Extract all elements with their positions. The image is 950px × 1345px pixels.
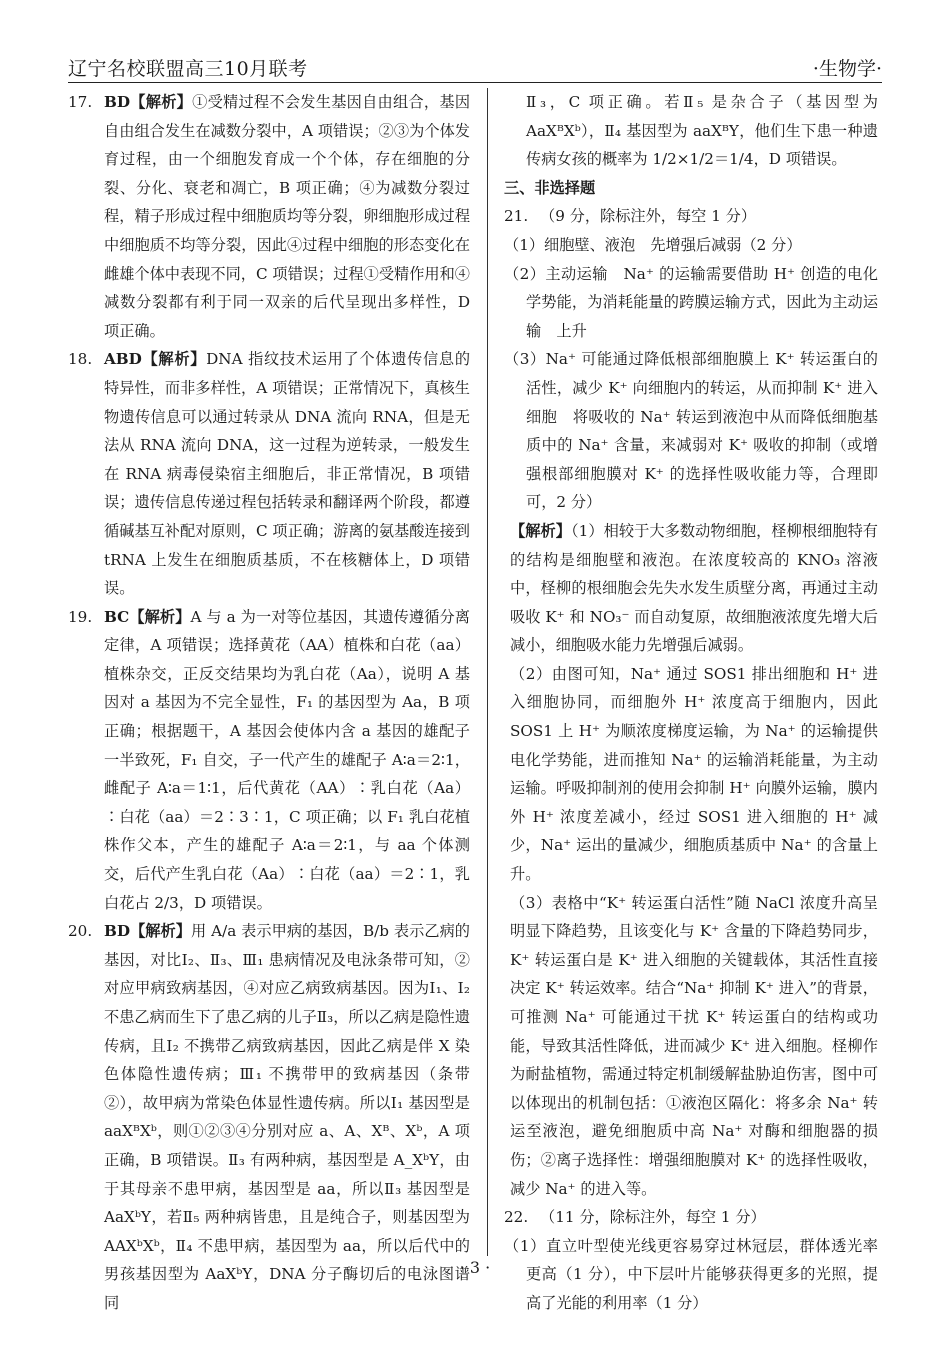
answer-item-22-head [504,1203,878,1232]
q21-answer-3: （3）Na⁺ 可能通过降低根部细胞膜上 K⁺ 转运蛋白的活性，减少 K⁺ 向细胞内的转运，从而抑制 K⁺ 进入细胞 将吸收的 Na⁺ 转运到液泡中从而降低细胞基质中的 Na⁺ 含量，来减弱对 K⁺ 吸收的抑制（或增强根部细胞膜对 K⁺ 的选择性吸收能力等，合理即可，2 分） [504,350,878,512]
q22-answer-1: （1）直立叶型使光线更容易穿过林冠层，群体透光率更高（1 分），中下层叶片能够获得更多的光照，提高了光能的利用率（1 分） [504,1236,878,1312]
analysis-tag: 【解析】 [141,350,207,369]
page-header [68,54,882,84]
analysis-tag: 【解析】 [510,521,571,540]
analysis-text: A 与 a 为一对等位基因，其遗传遵循分离定律，A 项错误；选择黄花（AA）植株和白花（aa）植株杂交，正反交结果均为乳白花（Aa），说明 A 基因对 a 基因为不完全显性，F₁ 的基因型为 Aa，B 项正确；根据题干，A 基因会使体内含 a 基因的雄配子一半致死，F₁ 自交，子一代产生的雄配子 A∶a＝2∶1，雌配子 A∶a＝1∶1，后代黄花（AA）∶乳白花（Aa）∶白花（aa）＝2∶3∶1，C 项正确；以 F₁ 乳白花植株作父本，产生的雄配子 A∶a＝2∶1，与 aa 个体测交，后代产生乳白花（Aa）∶白花（aa）＝2∶1，乳白花占 2/3，D 项错误。 [104,607,470,912]
column-divider [487,88,488,1256]
question-number: 20. [68,922,93,941]
analysis-text: （1）相较于大多数动物细胞，柽柳根细胞特有的结构是细胞壁和液泡。在浓度较高的 KNO₃ 溶液中，柽柳的根细胞会先失水发生质壁分离，再通过主动吸收 K⁺ 和 NO₃⁻ 而自动复原，故细胞液浓度先增大后减小，细胞吸水能力先增强后减弱。 [510,521,878,655]
right-column [504,88,878,1318]
subject-label: ·生物学· [812,58,882,80]
exam-title: 辽宁名校联盟高三10月联考 [68,58,308,80]
scoring-note: （9 分，除标注外，每空 1 分） [540,207,757,226]
analysis-text: 用 A/a 表示甲病的基因，B/b 表示乙病的基因，对比Ⅰ₂、Ⅱ₃、Ⅲ₁ 患病情况及电泳条带可知，②对应甲病致病基因，④对应乙病致病基因。因为Ⅰ₁、Ⅰ₂ 不患乙病而生下了患乙病的儿子Ⅱ₃，所以乙病是隐性遗传病，且Ⅰ₂ 不携带乙病致病基因，因此乙病是伴 X 染色体隐性遗传病；Ⅲ₁ 不携带甲的致病基因（条带②），故甲病为常染色体显性遗传病。所以Ⅰ₁ 基因型是 aaXᴮXᵇ，则①②③④分别对应 a、A、Xᴮ、Xᵇ，A 项正确，B 项错误。Ⅱ₃ 有两种病，基因型是 A_XᵇY，由于其母亲不患甲病，基因型是 aa，所以Ⅱ₃ 基因型是 AaXᵇY，若Ⅱ₅ 两种病皆患，且是纯合子，则基因型为 AAXᵇXᵇ，Ⅱ₄ 不患甲病，基因型为 aa，所以后代中的男孩基因型为 AaXᵇY，DNA 分子酶切后的电泳图谱同 [104,922,470,1312]
question-number: 19. [68,607,93,626]
question-number: 21. [504,207,529,226]
question-number: 17. [68,93,93,111]
answer-choice: BD [104,922,131,941]
q21-analysis-1 [504,517,878,660]
answer-choice: BD [104,93,131,111]
q21-answer-1: （1）细胞壁、液泡 先增强后减弱（2 分） [504,235,802,254]
scoring-note: （11 分，除标注外，每空 1 分） [540,1208,766,1227]
question-number: 22. [504,1208,529,1227]
section-title: 三、非选择题 [504,178,596,197]
analysis-text: DNA 指纹技术运用了个体遗传信息的特异性，而非多样性，A 项错误；正常情况下，真核生物遗传信息可以通过转录从 DNA 流向 RNA，但是无法从 RNA 流向 DNA，这一过程为逆转录，一般发生在 RNA 病毒侵染宿主细胞后，非正常情况，B 项错误；遗传信息传递过程包括转录和翻译两个阶段，都遵循碱基互补配对原则，C 项正确；游离的氨基酸连接到 tRNA 上发生在细胞质基质，不在核糖体上，D 项错误。 [104,350,471,598]
question-number: 18. [68,350,93,369]
answer-item-18 [68,345,470,602]
q21-answer-2: （2）主动运输 Na⁺ 的运输需要借助 H⁺ 创造的电化学势能，为消耗能量的跨膜运输方式，因此为主动运输 上升 [504,264,878,340]
analysis-tag: 【解析】 [130,922,191,941]
analysis-tag: 【解析】 [129,607,191,626]
answer-item-17 [68,88,470,345]
analysis-tag: 【解析】 [130,93,193,111]
answer-item-21-head [504,202,878,231]
answer-choice: ABD [104,350,142,369]
page-number: · 3 · [459,1258,491,1277]
header-divider [68,82,882,83]
left-column [68,88,470,1318]
q21-analysis-2: （2）由图可知，Na⁺ 通过 SOS1 排出细胞和 H⁺ 进入细胞协同，而细胞外 H⁺ 浓度高于细胞内，因此 SOS1 上 H⁺ 为顺浓度梯度运输，为 Na⁺ 的运输提供电化学势能，进而推知 Na⁺ 的运输消耗能量，为主动运输。呼吸抑制剂的使用会抑制 H⁺ 向膜外运输，膜内外 H⁺ 浓度差减小，经过 SOS1 进入细胞的 H⁺ 减少，Na⁺ 运出的量减少，细胞质基质中 Na⁺ 的含量上升。 [510,664,878,884]
answer-choice: BC [104,607,130,626]
analysis-text: ①受精过程不会发生基因自由组合，基因自由组合发生在减数分裂中，A 项错误；②③为个体发育过程，由一个细胞发育成一个个体，存在细胞的分裂、分化、衰老和凋亡，B 项正确；④为减数分裂过程，精子形成过程中细胞质均等分裂，卵细胞形成过程中细胞质不均等分裂，因此④过程中细胞的形态变化在雌雄个体中表现不同，C 项错误；过程①受精作用和④减数分裂都有利于同一双亲的后代呈现出多样性，D 项正确。 [104,93,471,340]
q20-continuation: Ⅱ₃，C 项正确。若Ⅱ₅ 是杂合子（基因型为 AaXᴮXᵇ），Ⅱ₄ 基因型为 aaXᴮY，他们生下患一种遗传病女孩的概率为 1/2×1/2＝1/4，D 项错误。 [526,93,878,169]
answer-item-19 [68,603,470,918]
q21-analysis-3: （3）表格中“K⁺ 转运蛋白活性”随 NaCl 浓度升高呈明显下降趋势，且该变化与 K⁺ 含量的下降趋势同步，K⁺ 转运蛋白是 K⁺ 进入细胞的关键载体，其活性直接决定 K⁺ 转运效率。结合“Na⁺ 抑制 K⁺ 进入”的背景，可推测 Na⁺ 可能通过干扰 K⁺ 转运蛋白的结构或功能，导致其活性降低，进而减少 K⁺ 进入细胞。柽柳作为耐盐植物，需通过特定机制缓解盐胁迫伤害，图中可以体现出的机制包括：①液泡区隔化：将多余 Na⁺ 转运至液泡，避免细胞质中高 Na⁺ 对酶和细胞器的损伤；②离子选择性：增强细胞膜对 K⁺ 的选择性吸收，减少 Na⁺ 的进入等。 [510,893,878,1198]
